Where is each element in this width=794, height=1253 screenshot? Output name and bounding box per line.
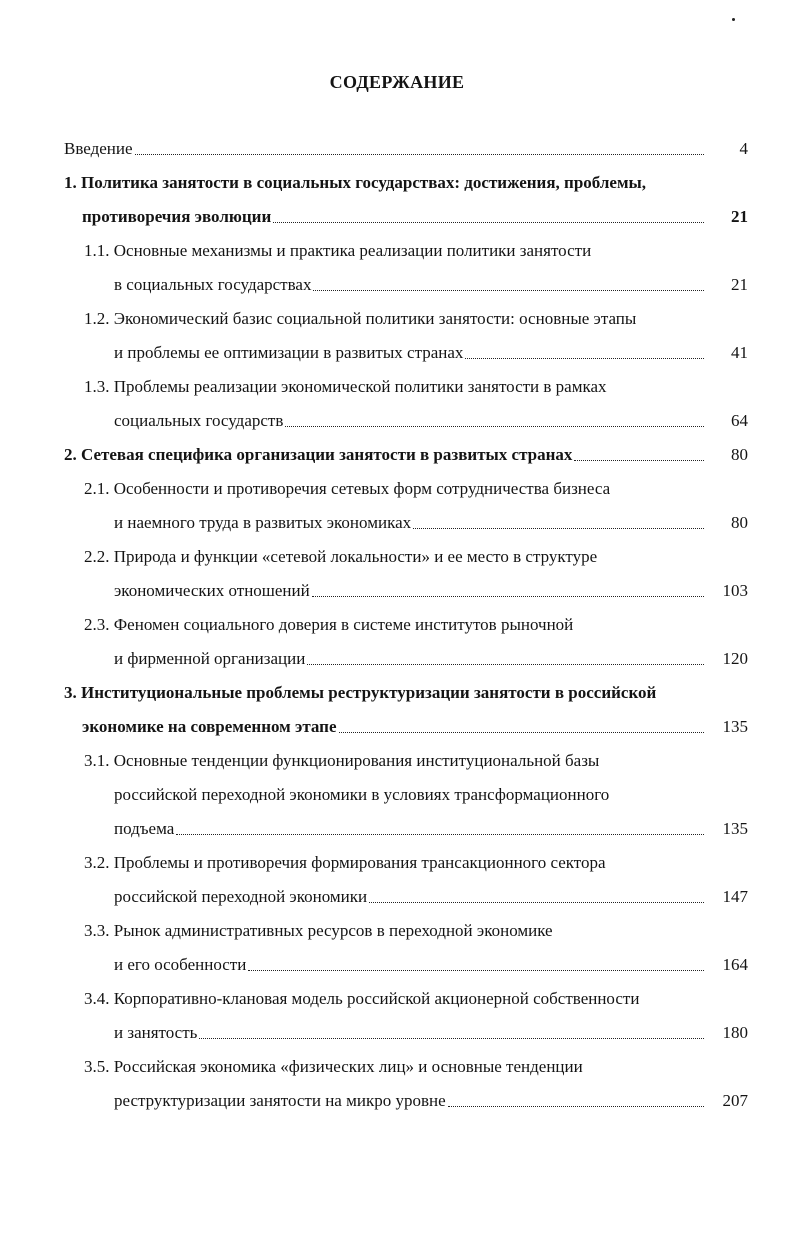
dot-leader (307, 664, 704, 665)
toc-page-number: 147 (722, 887, 748, 906)
toc-line (84, 980, 639, 1010)
toc-page-number: 41 (731, 343, 748, 362)
dot-leader (313, 290, 704, 291)
toc-entry-text: 2.2. Природа и функции «сетевой локальности» и ее место в структуре (84, 547, 598, 566)
toc-entry-text: 3. Институциональные проблемы реструктуризации занятости в российской (64, 683, 657, 702)
toc-line (114, 402, 704, 432)
toc-line (114, 572, 704, 602)
toc-entry-text: и проблемы ее оптимизации в развитых странах (114, 343, 464, 362)
toc-line (84, 368, 607, 398)
toc-entry-text: и наемного труда в развитых экономиках (114, 513, 412, 532)
toc-line (82, 198, 704, 228)
toc-line (84, 742, 599, 772)
dot-leader (176, 834, 704, 835)
toc-entry-text: и занятость (114, 1023, 198, 1042)
toc-entry-text: российской переходной экономики (114, 887, 368, 906)
toc-line (64, 674, 656, 704)
toc-line (114, 266, 704, 296)
scan-speck (732, 18, 735, 21)
dot-leader (285, 426, 704, 427)
toc-line (114, 334, 704, 364)
toc-page-number: 103 (722, 581, 748, 600)
toc-entry-text: 3.3. Рынок административных ресурсов в переходной экономике (84, 921, 553, 940)
dot-leader (369, 902, 704, 903)
dot-leader (273, 222, 704, 223)
toc-entry-text: и его особенности (114, 955, 247, 974)
toc-line (64, 436, 704, 466)
toc-page-number: 207 (722, 1091, 748, 1110)
toc-entry-text: 1.1. Основные механизмы и практика реализации политики занятости (84, 241, 592, 260)
dot-leader (574, 460, 704, 461)
dot-leader (413, 528, 704, 529)
toc-page-number: 135 (722, 819, 748, 838)
toc-entry-text: 1. Политика занятости в социальных государствах: достижения, проблемы, (64, 173, 647, 192)
toc-entry-text: 3.5. Российская экономика «физических лиц» и основные тенденции (84, 1057, 583, 1076)
toc-entry-text: экономике на современном этапе (82, 717, 337, 736)
toc-entry-text: в социальных государствах (114, 275, 312, 294)
toc-line (64, 164, 646, 194)
toc-entry-text: социальных государств (114, 411, 284, 430)
toc-entry-text: и фирменной организации (114, 649, 306, 668)
dot-leader (248, 970, 704, 971)
toc-entry-text: экономических отношений (114, 581, 310, 600)
toc-page-number: 180 (722, 1023, 748, 1042)
dot-leader (135, 154, 704, 155)
toc-entry-text: 2.3. Феномен социального доверия в системе институтов рыночной (84, 615, 574, 634)
toc-entry-text: 2. Сетевая специфика организации занятости в развитых странах (64, 445, 573, 464)
toc-line (114, 878, 704, 908)
toc-line (114, 1014, 704, 1044)
toc-page-number: 164 (722, 955, 748, 974)
toc-entry-text: Введение (64, 139, 133, 158)
toc-line (84, 470, 610, 500)
toc-page-number: 21 (731, 275, 748, 294)
toc-line (82, 708, 704, 738)
toc-page-number: 120 (722, 649, 748, 668)
toc-line (114, 1082, 704, 1112)
page-title: СОДЕРЖАНИЕ (329, 72, 465, 92)
toc-page-number: 21 (731, 207, 748, 226)
toc-line (64, 130, 704, 160)
dot-leader (312, 596, 704, 597)
toc-line (84, 1048, 583, 1078)
toc-page-number: 80 (731, 513, 748, 532)
toc-entry-text: противоречия эволюции (82, 207, 272, 226)
toc-line (114, 504, 704, 534)
toc-line (84, 300, 636, 330)
toc-page-number: 4 (739, 139, 748, 158)
toc-entry-text: 1.2. Экономический базис социальной политики занятости: основные этапы (84, 309, 637, 328)
toc-entry-text: 3.4. Корпоративно-клановая модель российской акционерной собственности (84, 989, 640, 1008)
toc-page-number: 80 (731, 445, 748, 464)
toc-entry-text: 2.1. Особенности и противоречия сетевых форм сотрудничества бизнеса (84, 479, 611, 498)
toc-entry-text: реструктуризации занятости на микро уровне (114, 1091, 446, 1110)
toc-line (84, 538, 597, 568)
toc-entry-text: 1.3. Проблемы реализации экономической политики занятости в рамках (84, 377, 607, 396)
toc-page-number: 64 (731, 411, 748, 430)
toc-line (114, 776, 609, 806)
toc-page-number: 135 (722, 717, 748, 736)
dot-leader (199, 1038, 704, 1039)
dot-leader (448, 1106, 704, 1107)
toc-entry-text: 3.2. Проблемы и противоречия формирования трансакционного сектора (84, 853, 606, 872)
toc-line (114, 946, 704, 976)
dot-leader (465, 358, 704, 359)
toc-line (84, 912, 553, 942)
toc-line (114, 640, 704, 670)
toc-line (84, 232, 591, 262)
toc-line (84, 844, 606, 874)
toc-entry-text: 3.1. Основные тенденции функционирования институциональной базы (84, 751, 600, 770)
toc-line (84, 606, 573, 636)
toc-entry-text: подъема (114, 819, 175, 838)
dot-leader (339, 732, 704, 733)
toc-line (114, 810, 704, 840)
toc-entry-text: российской переходной экономики в условиях трансформационного (114, 785, 610, 804)
